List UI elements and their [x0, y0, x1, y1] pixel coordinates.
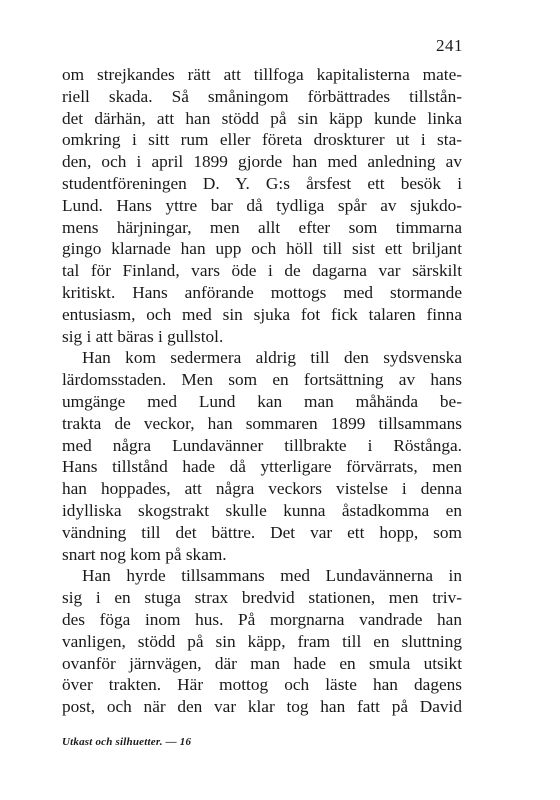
- text-line: med några Lundavänner tillbrakte i Röstånga.: [62, 435, 462, 455]
- text-line: snart nog kom på skam.: [62, 544, 227, 564]
- text-line: det därhän, att han stödd på sin käpp kunde linka: [62, 108, 462, 128]
- text-line: Han kom sedermera aldrig till den sydsvenska: [82, 348, 462, 368]
- text-line: gingo klarnade han upp och höll till sist ett briljant: [62, 239, 462, 259]
- text-line: post, och när den var klar tog han fatt på David: [62, 697, 462, 717]
- text-line: sig i en stuga strax bredvid stationen, men triv-: [62, 588, 462, 608]
- footer-signature: Utkast och silhuetter. — 16: [62, 736, 192, 748]
- text-line: Han hyrde tillsammans med Lundavännerna in: [82, 566, 462, 586]
- text-line: över trakten. Här mottog och läste han dagens: [62, 675, 462, 695]
- text-line: des föga inom hus. På morgnarna vandrade han: [62, 609, 462, 629]
- page-number: 241: [436, 36, 463, 55]
- text-line: tal för Finland, vars öde i de dagarna var särskilt: [62, 261, 462, 281]
- text-line: umgänge med Lund kan man måhända be-: [62, 391, 462, 411]
- text-line: den, och i april 1899 gjorde han med anledning av: [62, 152, 462, 172]
- text-line: vanligen, stödd på sin käpp, fram till en sluttning: [62, 631, 462, 651]
- text-line: han hoppades, att några veckors vistelse i denna: [62, 479, 462, 499]
- text-line: vändning till det bättre. Det var ett hopp, som: [62, 522, 462, 542]
- text-line: omkring i sitt rum eller företa droskturer ut i sta-: [62, 130, 462, 150]
- text-line: studentföreningen D. Y. G:s årsfest ett besök i: [62, 173, 462, 193]
- text-line: kritiskt. Hans anförande mottogs med stormande: [62, 282, 462, 302]
- text-line: lärdomsstaden. Men som en fortsättning av hans: [62, 370, 462, 390]
- text-line: sig i att bäras i gullstol.: [62, 326, 224, 346]
- text-line: entusiasm, och med sin sjuka fot fick talaren finna: [62, 304, 462, 324]
- text-line: Hans tillstånd hade då ytterligare förvärrats, men: [62, 457, 462, 477]
- body-text: [62, 64, 462, 718]
- text-line: mens härjningar, men allt efter som timmarna: [62, 217, 462, 237]
- text-line: riell skada. Så småningom förbättrades tillstån-: [62, 86, 462, 106]
- text-line: idylliska skogstrakt skulle kunna åstadkomma en: [62, 500, 462, 520]
- text-line: om strejkandes rätt att tillfoga kapitalisterna mate-: [62, 65, 462, 84]
- text-line: ovanför järnvägen, där man hade en smula utsikt: [62, 653, 462, 673]
- text-line: Lund. Hans yttre bar då tydliga spår av sjukdo-: [62, 195, 462, 215]
- text-line: trakta de veckor, han sommaren 1899 tillsammans: [62, 413, 462, 433]
